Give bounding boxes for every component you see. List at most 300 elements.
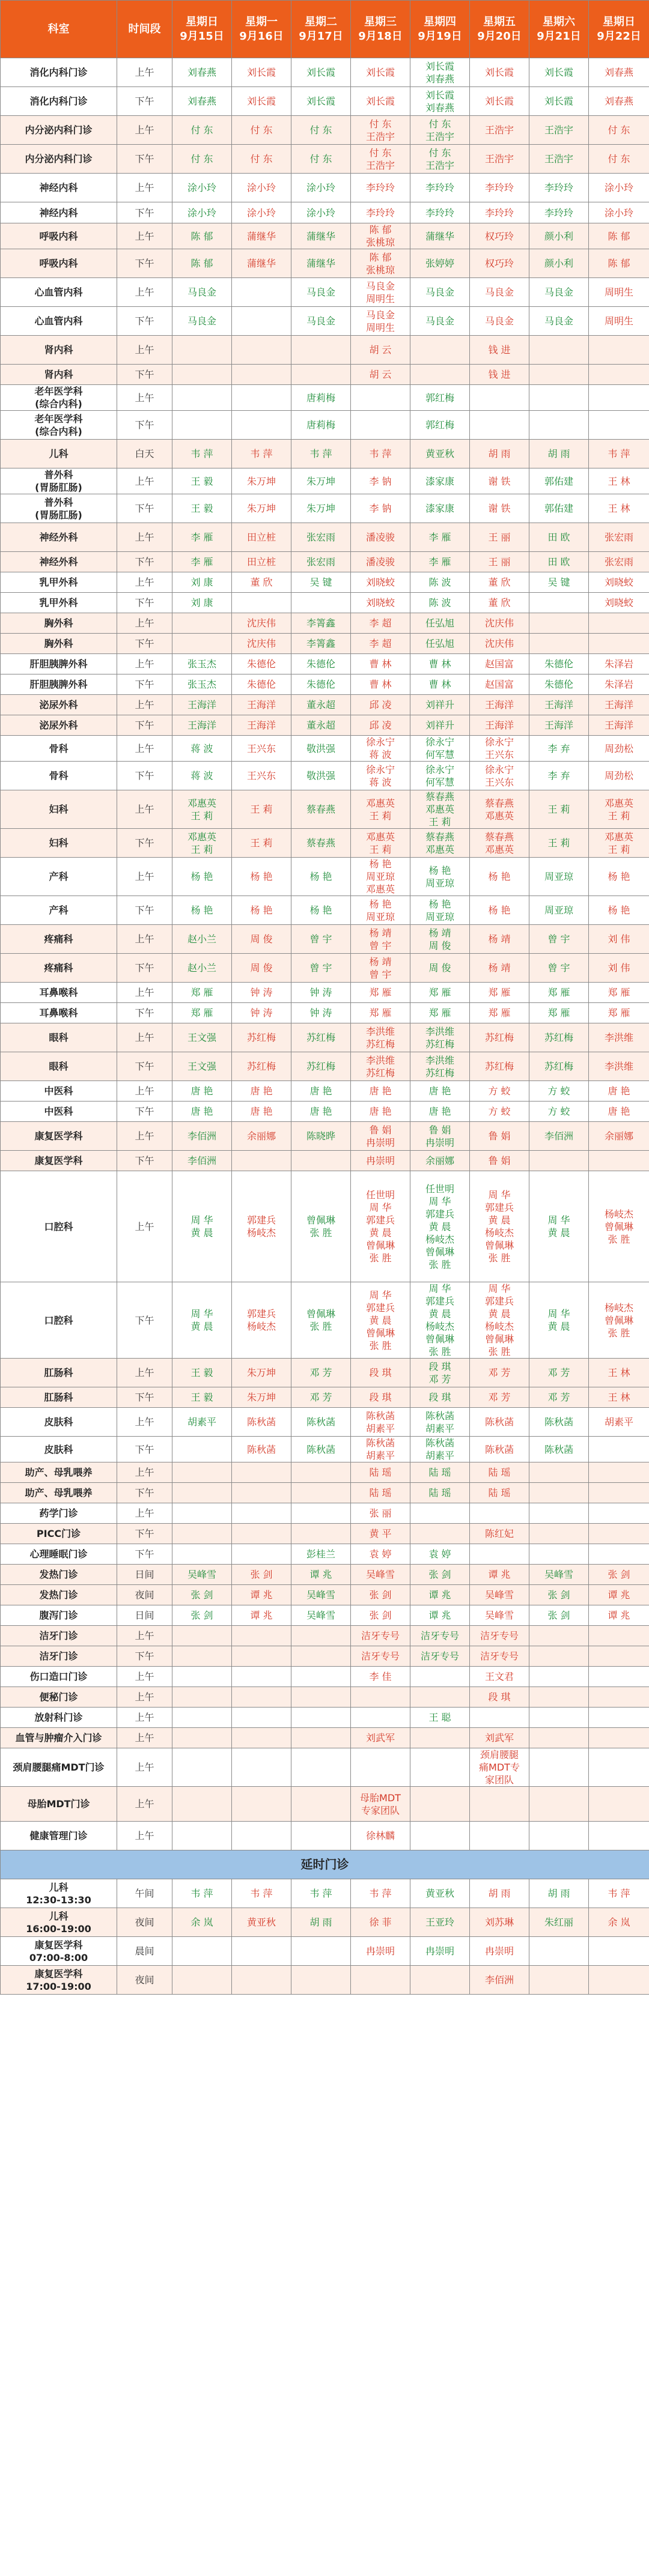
doctor-cell xyxy=(470,1748,529,1787)
cell-line: 徐林麟 xyxy=(365,1830,395,1841)
cell-line: 袁 婷 xyxy=(428,1548,451,1560)
cell-line: 张 胜 xyxy=(488,1252,511,1264)
doctor-cell xyxy=(232,1787,291,1822)
doctor-cell xyxy=(529,654,589,674)
cell-line: 皮肤科 xyxy=(44,1416,73,1428)
time-period: 上午 xyxy=(117,572,172,593)
doctor-cell xyxy=(291,223,351,249)
doctor-cell xyxy=(291,58,351,87)
time-period: 上午 xyxy=(117,1822,172,1850)
doctor-cell xyxy=(351,365,410,385)
time-period: 上午 xyxy=(117,695,172,715)
doctor-cell xyxy=(410,1462,470,1483)
cell-line: 韦 萍 xyxy=(309,448,332,459)
cell-line: 肝胆胰脾外科 xyxy=(29,658,88,670)
schedule-row xyxy=(1,715,649,736)
doctor-cell xyxy=(470,1605,529,1626)
cell-line: 儿科 xyxy=(49,1910,69,1922)
doctor-cell xyxy=(470,1171,529,1282)
doctor-cell xyxy=(529,1462,589,1483)
cell-line: 陈秋菡 xyxy=(365,1410,395,1422)
doctor-cell xyxy=(172,523,232,552)
cell-line: (综合内科) xyxy=(35,425,82,437)
cell-line: 付 东 xyxy=(428,118,451,130)
doctor-cell xyxy=(232,1908,291,1937)
cell-line: 钟 涛 xyxy=(250,1007,273,1019)
cell-line: 涂小玲 xyxy=(187,207,216,219)
doctor-cell xyxy=(232,634,291,654)
cell-line: 杨岐杰 xyxy=(484,1227,514,1238)
doctor-cell xyxy=(351,202,410,223)
time-period: 下午 xyxy=(117,1102,172,1122)
cell-line: 涂小玲 xyxy=(246,182,276,193)
cell-line: 刘春燕 xyxy=(425,102,454,114)
doctor-cell xyxy=(351,593,410,613)
cell-line: 涂小玲 xyxy=(187,182,216,193)
cell-line: 周 俊 xyxy=(428,939,451,951)
doctor-cell xyxy=(232,790,291,829)
cell-line: 邱 凌 xyxy=(369,720,392,731)
doctor-cell xyxy=(470,1387,529,1408)
doctor-cell xyxy=(589,307,649,336)
cell-line: 颈肩腰腿痛MDT门诊 xyxy=(13,1762,105,1773)
cell-line: 李玲玲 xyxy=(544,207,573,219)
cell-line: 呼吸内科 xyxy=(39,258,78,269)
doctor-cell xyxy=(351,762,410,790)
cell-line: 郑 雁 xyxy=(608,1007,630,1019)
cell-line: 骨科 xyxy=(49,742,69,754)
department-name xyxy=(1,411,117,440)
cell-line: 黄 晨 xyxy=(488,1214,511,1226)
cell-line: 耳鼻喉科 xyxy=(39,1007,78,1019)
cell-line: 王文强 xyxy=(187,1061,216,1072)
doctor-cell xyxy=(172,790,232,829)
doctor-cell xyxy=(589,523,649,552)
doctor-cell xyxy=(470,613,529,634)
department-name xyxy=(1,1708,117,1728)
cell-line: 刘长霞 xyxy=(544,67,573,78)
cell-line: 刘长霞 xyxy=(365,95,395,107)
cell-line: 李佰洲 xyxy=(544,1130,573,1142)
doctor-cell xyxy=(351,1667,410,1687)
cell-line: 徐永宁 xyxy=(484,763,514,775)
doctor-cell xyxy=(410,1544,470,1565)
doctor-cell xyxy=(529,336,589,365)
cell-line: 刘武军 xyxy=(365,1732,395,1744)
doctor-cell xyxy=(172,307,232,336)
doctor-cell xyxy=(410,385,470,411)
cell-line: 周 华 xyxy=(428,1195,451,1207)
cell-line: 胸外科 xyxy=(44,638,73,649)
cell-line: 王 莉 xyxy=(547,837,570,849)
doctor-cell xyxy=(470,552,529,572)
doctor-cell xyxy=(470,790,529,829)
cell-line: 马良金 xyxy=(484,315,514,327)
cell-line: 刘长霞 xyxy=(306,95,335,107)
doctor-cell xyxy=(529,494,589,523)
cell-line: 周明生 xyxy=(365,292,395,305)
doctor-cell xyxy=(529,1003,589,1023)
cell-line: 蒋 波 xyxy=(369,776,392,788)
doctor-cell xyxy=(351,715,410,736)
doctor-cell xyxy=(232,411,291,440)
doctor-cell xyxy=(291,278,351,307)
cell-line: 颈肩腰腿 xyxy=(480,1749,519,1760)
department-name xyxy=(1,1151,117,1171)
department-name xyxy=(1,858,117,896)
time-period: 下午 xyxy=(117,307,172,336)
schedule-row xyxy=(1,1387,649,1408)
cell-line: 郭红梅 xyxy=(425,419,454,431)
doctor-cell xyxy=(529,249,589,278)
cell-line: 张 胜 xyxy=(608,1327,630,1339)
cell-line: 呼吸内科 xyxy=(39,230,78,242)
doctor-cell xyxy=(529,1822,589,1850)
cell-line: 吴峰雪 xyxy=(484,1589,514,1601)
doctor-cell xyxy=(291,385,351,411)
cell-line: 王 林 xyxy=(608,475,630,487)
doctor-cell xyxy=(172,572,232,593)
cell-line: 冉崇明 xyxy=(365,1155,395,1166)
cell-line: 泌尿外科 xyxy=(39,699,78,711)
cell-line: 苏红梅 xyxy=(365,1038,395,1050)
cell-line: 沈庆伟 xyxy=(246,617,276,629)
department-name xyxy=(1,440,117,468)
department-name xyxy=(1,1462,117,1483)
doctor-cell xyxy=(529,1565,589,1585)
cell-line: 朱万坤 xyxy=(306,503,335,514)
doctor-cell xyxy=(529,736,589,762)
time-period: 上午 xyxy=(117,278,172,307)
cell-line: 董永超 xyxy=(306,720,335,731)
date-label: 9月19日 xyxy=(418,29,462,43)
cell-line: 王 莉 xyxy=(428,816,451,828)
cell-line: 付 东 xyxy=(608,124,630,136)
cell-line: 刘春燕 xyxy=(604,95,633,107)
cell-line: 陈秋菡 xyxy=(306,1443,335,1455)
time-period: 上午 xyxy=(117,1667,172,1687)
doctor-cell xyxy=(291,1708,351,1728)
cell-line: PICC门诊 xyxy=(36,1528,81,1539)
cell-line: 付 东 xyxy=(250,153,273,165)
cell-line: 16:00-19:00 xyxy=(26,1923,91,1935)
doctor-cell xyxy=(529,1122,589,1151)
doctor-cell xyxy=(410,790,470,829)
doctor-cell xyxy=(470,762,529,790)
doctor-cell xyxy=(470,1151,529,1171)
doctor-cell xyxy=(470,1708,529,1728)
schedule-row xyxy=(1,174,649,202)
cell-line: 王浩宇 xyxy=(484,153,514,165)
cell-line: 刘春燕 xyxy=(604,67,633,78)
department-name xyxy=(1,336,117,365)
doctor-cell xyxy=(589,572,649,593)
doctor-cell xyxy=(589,1748,649,1787)
cell-line: 曾 宇 xyxy=(547,962,570,974)
cell-line: 邓惠英 xyxy=(365,831,395,843)
cell-line: 刘武军 xyxy=(484,1732,514,1744)
doctor-cell xyxy=(291,1483,351,1503)
cell-line: 血管与肿瘤介入门诊 xyxy=(15,1732,102,1744)
doctor-cell xyxy=(291,1359,351,1387)
time-period: 上午 xyxy=(117,858,172,896)
doctor-cell xyxy=(410,1102,470,1122)
cell-line: 杨 艳 xyxy=(190,871,213,882)
cell-line: 赵国富 xyxy=(484,658,514,670)
cell-line: 邓惠英 xyxy=(604,797,633,809)
doctor-cell xyxy=(291,1102,351,1122)
date-label: 9月20日 xyxy=(477,29,522,43)
cell-line: 朱德伦 xyxy=(306,679,335,690)
schedule-row xyxy=(1,1728,649,1748)
doctor-cell xyxy=(291,954,351,983)
doctor-cell xyxy=(470,858,529,896)
doctor-cell xyxy=(529,790,589,829)
doctor-cell xyxy=(291,1937,351,1966)
cell-line: 董 欣 xyxy=(488,597,511,608)
cell-line: 朱德伦 xyxy=(544,679,573,690)
doctor-cell xyxy=(589,715,649,736)
cell-line: 张 剑 xyxy=(250,1569,273,1580)
doctor-cell xyxy=(410,1565,470,1585)
doctor-cell xyxy=(291,790,351,829)
department-name xyxy=(1,1052,117,1081)
header-day xyxy=(410,1,470,58)
cell-line: 苏红梅 xyxy=(425,1038,454,1050)
doctor-cell xyxy=(351,1708,410,1728)
cell-line: 胡 雨 xyxy=(488,448,511,459)
cell-line: 马良金 xyxy=(306,315,335,327)
doctor-cell xyxy=(351,307,410,336)
cell-line: 王 莉 xyxy=(608,810,630,822)
cell-line: 王兴东 xyxy=(246,742,276,754)
doctor-cell xyxy=(529,593,589,613)
doctor-cell xyxy=(291,983,351,1003)
doctor-cell xyxy=(232,1565,291,1585)
schedule-row xyxy=(1,1585,649,1605)
doctor-cell xyxy=(529,1052,589,1081)
cell-line: 李 雁 xyxy=(190,556,213,568)
cell-line: 中医科 xyxy=(44,1085,73,1097)
doctor-cell xyxy=(172,654,232,674)
doctor-cell xyxy=(351,1605,410,1626)
department-name xyxy=(1,829,117,858)
cell-line: 朱红丽 xyxy=(544,1917,573,1928)
doctor-cell xyxy=(470,1687,529,1708)
header-day xyxy=(351,1,410,58)
doctor-cell xyxy=(589,223,649,249)
doctor-cell xyxy=(470,1483,529,1503)
doctor-cell xyxy=(529,1524,589,1544)
doctor-cell xyxy=(410,1359,470,1387)
cell-line: 权巧玲 xyxy=(484,230,514,242)
time-period: 日间 xyxy=(117,1605,172,1626)
cell-line: 朱万坤 xyxy=(246,503,276,514)
doctor-cell xyxy=(589,1667,649,1687)
doctor-cell xyxy=(232,1585,291,1605)
cell-line: 漆家康 xyxy=(425,503,454,514)
doctor-cell xyxy=(232,174,291,202)
doctor-cell xyxy=(410,654,470,674)
cell-line: 周 华 xyxy=(190,1214,213,1226)
doctor-cell xyxy=(589,654,649,674)
doctor-cell xyxy=(589,1023,649,1052)
doctor-cell xyxy=(470,983,529,1003)
cell-line: 胡素平 xyxy=(604,1416,633,1428)
cell-line: 曹 林 xyxy=(428,679,451,690)
time-period: 上午 xyxy=(117,1626,172,1646)
doctor-cell xyxy=(232,654,291,674)
schedule-row xyxy=(1,954,649,983)
cell-line: 王海洋 xyxy=(246,720,276,731)
cell-line: 王 莉 xyxy=(608,843,630,855)
header-row xyxy=(1,1,649,58)
header-day xyxy=(291,1,351,58)
doctor-cell xyxy=(351,1081,410,1102)
cell-line: 王海洋 xyxy=(604,699,633,711)
cell-line: 郑 雁 xyxy=(428,987,451,998)
cell-line: 放射科门诊 xyxy=(34,1712,83,1723)
cell-line: 眼科 xyxy=(49,1032,69,1043)
time-period: 白天 xyxy=(117,440,172,468)
doctor-cell xyxy=(529,954,589,983)
doctor-cell xyxy=(589,1408,649,1437)
doctor-cell xyxy=(589,1728,649,1748)
doctor-cell xyxy=(470,1585,529,1605)
cell-line: 鲁 娟 xyxy=(488,1155,511,1166)
schedule-row xyxy=(1,1503,649,1524)
doctor-cell xyxy=(232,1483,291,1503)
cell-line: 田 欧 xyxy=(547,556,570,568)
cell-line: 段 琪 xyxy=(369,1367,392,1378)
doctor-cell xyxy=(232,572,291,593)
cell-line: 黄 晨 xyxy=(488,1308,511,1320)
cell-line: 刘长霞 xyxy=(425,89,454,101)
cell-line: 张 胜 xyxy=(369,1339,392,1351)
doctor-cell xyxy=(589,695,649,715)
date-label: 9月18日 xyxy=(358,29,403,43)
doctor-cell xyxy=(232,954,291,983)
doctor-cell xyxy=(589,1708,649,1728)
doctor-cell xyxy=(351,1387,410,1408)
cell-line: 王浩宇 xyxy=(425,130,454,142)
doctor-cell xyxy=(410,954,470,983)
cell-line: 彭桂兰 xyxy=(306,1548,335,1560)
doctor-cell xyxy=(410,1626,470,1646)
department-name xyxy=(1,925,117,954)
department-name xyxy=(1,695,117,715)
doctor-cell xyxy=(172,116,232,145)
doctor-cell xyxy=(232,494,291,523)
doctor-cell xyxy=(351,278,410,307)
cell-line: 心理睡眠门诊 xyxy=(29,1548,88,1560)
cell-line: 付 东 xyxy=(309,153,332,165)
cell-line: 张 胜 xyxy=(608,1233,630,1245)
cell-line: 康复医学科 xyxy=(34,1939,83,1951)
doctor-cell xyxy=(470,174,529,202)
cell-line: 马良金 xyxy=(544,315,573,327)
doctor-cell xyxy=(470,440,529,468)
doctor-cell xyxy=(351,1171,410,1282)
doctor-cell xyxy=(291,1081,351,1102)
cell-line: 朱德伦 xyxy=(306,658,335,670)
doctor-cell xyxy=(589,1626,649,1646)
doctor-cell xyxy=(410,1728,470,1748)
cell-line: 黄 晨 xyxy=(547,1321,570,1332)
cell-line: 谭 兆 xyxy=(309,1569,332,1580)
cell-line: 王浩宇 xyxy=(484,124,514,136)
doctor-cell xyxy=(172,1081,232,1102)
schedule-row xyxy=(1,790,649,829)
time-period: 上午 xyxy=(117,1408,172,1437)
doctor-cell xyxy=(529,116,589,145)
cell-line: 陈秋菡 xyxy=(425,1410,454,1422)
doctor-cell xyxy=(172,1171,232,1282)
cell-line: 杨 艳 xyxy=(369,858,392,870)
cell-line: 王 林 xyxy=(608,1367,630,1378)
doctor-cell xyxy=(351,174,410,202)
cell-line: 杨 艳 xyxy=(488,871,511,882)
cell-line: 朱德伦 xyxy=(544,658,573,670)
cell-line: 心血管内科 xyxy=(34,286,83,298)
doctor-cell xyxy=(470,1937,529,1966)
cell-line: 郭建兵 xyxy=(484,1202,514,1213)
time-period: 夜间 xyxy=(117,1585,172,1605)
cell-line: 谢 铁 xyxy=(488,503,511,514)
cell-line: 陈 郁 xyxy=(190,230,213,242)
doctor-cell xyxy=(351,494,410,523)
doctor-cell xyxy=(351,411,410,440)
cell-line: 马良金 xyxy=(425,315,454,327)
cell-line: 周 华 xyxy=(488,1283,511,1294)
cell-line: 曾 宇 xyxy=(547,933,570,945)
cell-line: 曾佩琳 xyxy=(425,1246,454,1258)
doctor-cell xyxy=(589,1787,649,1822)
doctor-cell xyxy=(410,1524,470,1544)
doctor-cell xyxy=(232,1626,291,1646)
doctor-cell xyxy=(589,790,649,829)
department-name xyxy=(1,1787,117,1822)
doctor-cell xyxy=(291,411,351,440)
cell-line: 胡素平 xyxy=(425,1450,454,1461)
department-name xyxy=(1,1822,117,1850)
department-name xyxy=(1,1483,117,1503)
cell-line: 朱万坤 xyxy=(246,475,276,487)
doctor-cell xyxy=(291,1687,351,1708)
doctor-cell xyxy=(470,1822,529,1850)
cell-line: 陈秋菡 xyxy=(425,1437,454,1449)
doctor-cell xyxy=(232,1503,291,1524)
cell-line: 徐永宁 xyxy=(425,763,454,775)
doctor-cell xyxy=(291,829,351,858)
schedule-row xyxy=(1,1646,649,1667)
cell-line: 韦 萍 xyxy=(250,1888,273,1899)
doctor-cell xyxy=(410,858,470,896)
cell-line: (胃肠肛肠) xyxy=(35,509,82,521)
doctor-cell xyxy=(589,440,649,468)
doctor-cell xyxy=(529,762,589,790)
cell-line: 张 丽 xyxy=(369,1508,392,1519)
doctor-cell xyxy=(232,896,291,925)
schedule-row xyxy=(1,1966,649,1995)
doctor-cell xyxy=(470,145,529,174)
cell-line: 耳鼻喉科 xyxy=(39,987,78,998)
cell-line: 口腔科 xyxy=(44,1220,73,1232)
doctor-cell xyxy=(589,1937,649,1966)
doctor-cell xyxy=(410,1052,470,1081)
cell-line: 谭 兆 xyxy=(428,1610,451,1621)
cell-line: 王 林 xyxy=(608,1392,630,1403)
